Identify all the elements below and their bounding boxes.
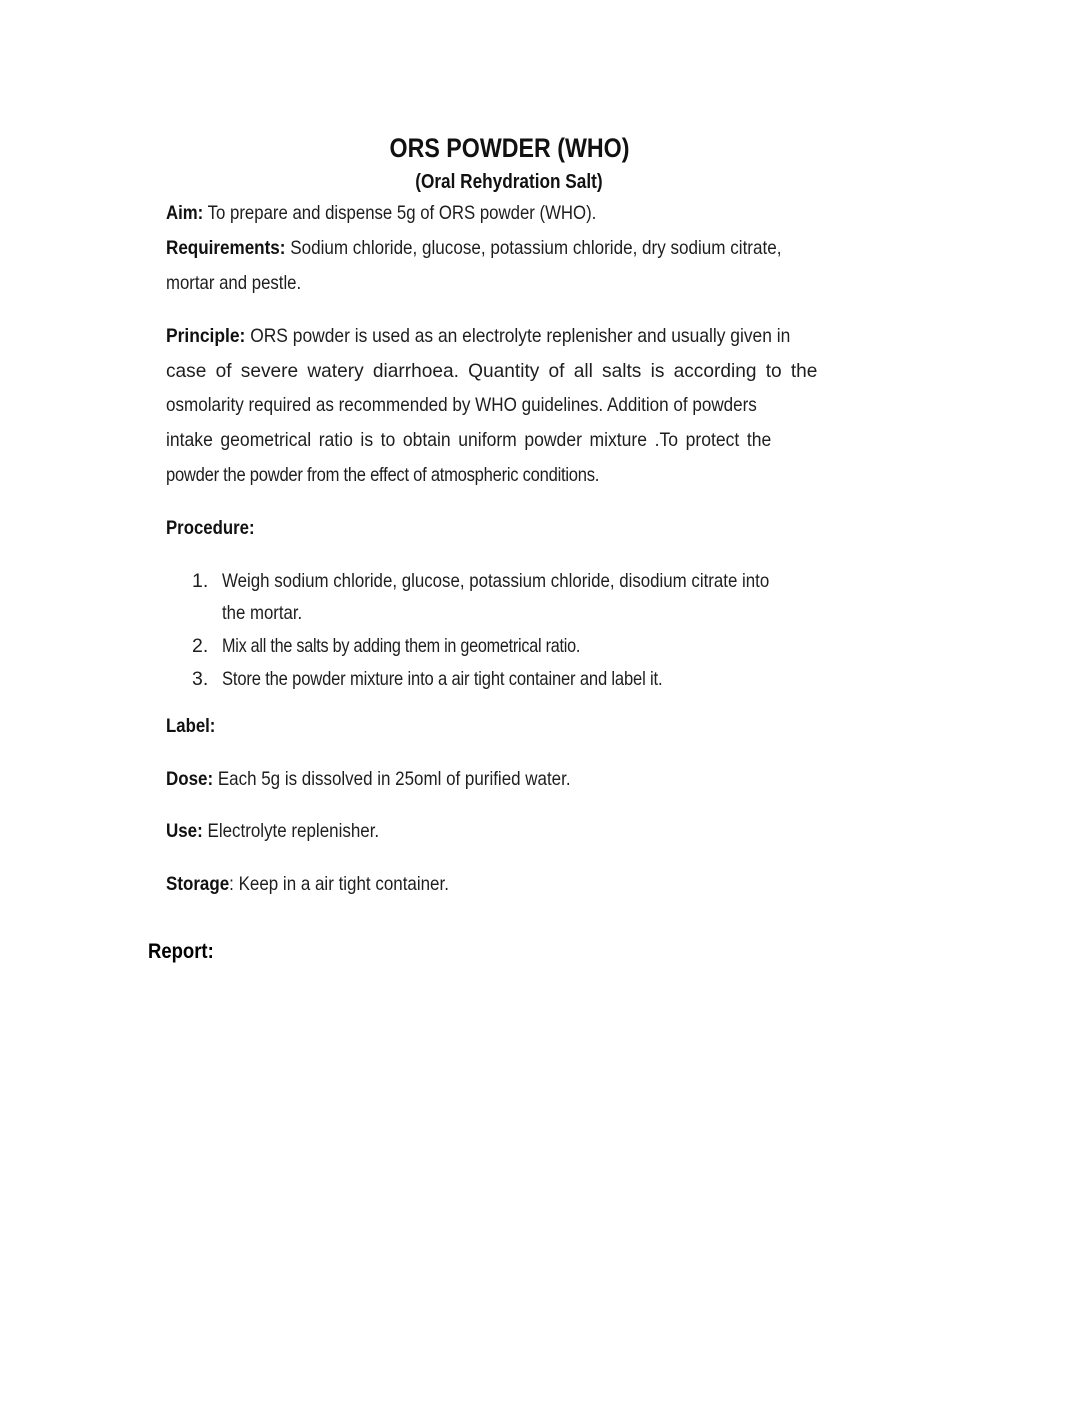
storage-content (166, 872, 449, 896)
principle-label: Principle: (166, 325, 246, 347)
use-content (166, 819, 379, 843)
requirements-content (166, 236, 781, 260)
page-title-text: ORS POWDER (WHO) (389, 133, 629, 163)
step-3-text: Store the powder mixture into a air tight container and label it. (222, 668, 663, 690)
procedure-heading (166, 516, 903, 540)
use-text: Electrolyte replenisher. (202, 820, 380, 842)
principle-line-2 (166, 359, 903, 383)
step-2-text: Mix all the salts by adding them in geometrical ratio. (222, 635, 581, 657)
requirements-label: Requirements: (166, 237, 286, 259)
principle-line-4 (166, 428, 903, 452)
aim-content (166, 201, 596, 225)
step-1-text-1: Weigh sodium chloride, glucose, potassium chloride, disodium citrate into (222, 570, 770, 592)
principle-text-2: case of severe watery diarrhoea. Quantity of all salts is according to the (166, 360, 818, 382)
principle-line-5 (166, 463, 903, 487)
report-heading (148, 938, 885, 964)
requirements-line-1 (166, 236, 903, 260)
dose-content (166, 767, 571, 791)
procedure-label: Procedure: (166, 517, 255, 539)
page-title (0, 131, 1018, 165)
dose-line (166, 767, 903, 791)
step-3-line (222, 667, 903, 691)
label-heading (166, 714, 903, 738)
principle-line-3 (166, 393, 903, 417)
label-heading-text: Label: (166, 715, 216, 737)
step-3-number: 3. (192, 668, 209, 690)
step-1-line-1 (222, 569, 903, 593)
use-label: Use: (166, 820, 203, 842)
storage-label: Storage (166, 873, 230, 895)
page-subtitle (0, 169, 1018, 195)
principle-text-1: ORS powder is used as an electrolyte replenisher and usually given in (245, 325, 791, 347)
principle-line-1 (166, 324, 903, 348)
storage-text: : Keep in a air tight container. (229, 873, 449, 895)
step-1-text-2: the mortar. (222, 602, 303, 624)
dose-text: Each 5g is dissolved in 25oml of purified water. (213, 768, 571, 790)
aim-text: To prepare and dispense 5g of ORS powder (WHO). (203, 202, 597, 224)
step-2-number: 2. (192, 635, 209, 657)
page-subtitle-text: (Oral Rehydration Salt) (415, 171, 603, 193)
requirements-text-2: mortar and pestle. (166, 272, 302, 294)
report-label: Report: (148, 939, 214, 963)
use-line (166, 819, 903, 843)
aim-line (166, 201, 903, 225)
dose-label: Dose: (166, 768, 214, 790)
storage-line (166, 872, 903, 896)
step-1-line-2 (222, 601, 903, 625)
principle-content-1 (166, 324, 790, 348)
principle-text-4: intake geometrical ratio is to obtain uniform powder mixture .To protect the (166, 429, 772, 451)
requirements-text-1: Sodium chloride, glucose, potassium chloride, dry sodium citrate, (285, 237, 782, 259)
step-1-number: 1. (192, 570, 209, 592)
step-2-line (222, 634, 903, 658)
requirements-line-2 (166, 271, 903, 295)
principle-text-3: osmolarity required as recommended by WHO guidelines. Addition of powders (166, 394, 757, 416)
aim-label: Aim: (166, 202, 204, 224)
principle-text-5: powder the powder from the effect of atmospheric conditions. (166, 464, 600, 486)
